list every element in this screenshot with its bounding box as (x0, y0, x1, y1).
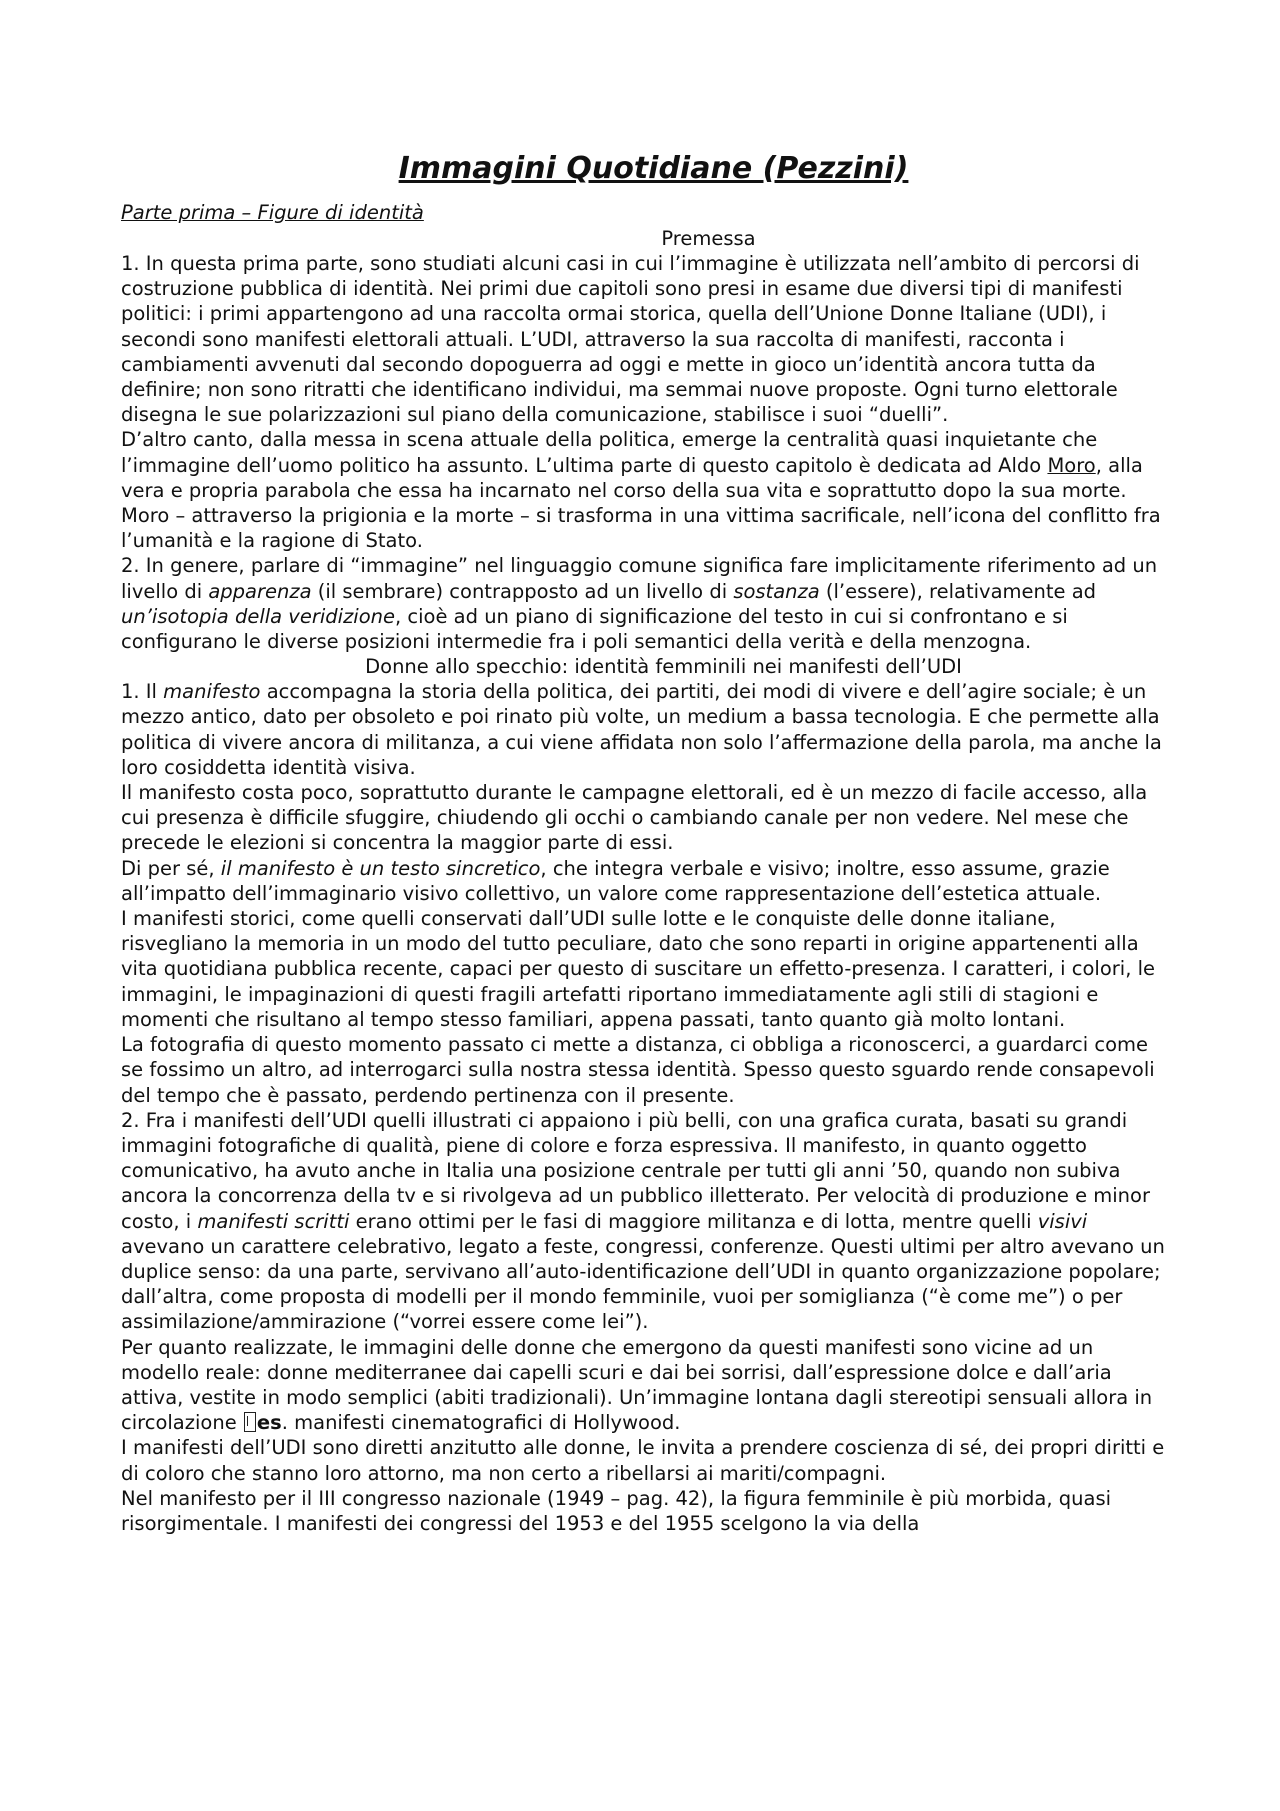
text-run: Per quanto realizzate, le immagini delle donne che emergono da questi manifesti sono vicine ad un modello reale: donne mediterranee dai capelli scuri e dai bei sorrisi, dall’espressione dolce e dall’aria attiva, vestite in modo semplici (abiti tradizionali). Un’immagine lontana dagli stereotipi sensuali allora in circolazione (121, 1335, 1153, 1435)
premessa-paragraph-3 (121, 553, 1166, 654)
donne-paragraph-2: Il manifesto costa poco, soprattutto durante le campagne elettorali, ed è un mezzo di facile accesso, alla cui presenza è difficile sfuggire, chiudendo gli occhi o cambiando canale per non vedere. Nel mese che precede le elezioni si concentra la maggior parte di essi. (121, 781, 1148, 855)
text-run: , cioè ad un piano di significazione del testo in cui si confrontano e si configurano le diverse posizioni intermedie fra i poli semantici della verità e della menzogna. (121, 604, 1068, 654)
part-heading (121, 200, 1166, 226)
text-run: , alla vera e propria parabola che essa ha incarnato nel corso della sua vita e soprattutto dopo la sua morte. Moro – attraverso la prigionia e la morte – si trasforma in una vittima sacrificale, nell’icona del conflitto fra l’umanità e la ragione di Stato. (121, 453, 1161, 553)
italic-manifesti-scritti: manifesti scritti (197, 1209, 350, 1233)
document-body (121, 150, 1166, 1536)
text-run: , che integra verbale e visivo; inoltre, esso assume, grazie all’impatto dell’immaginario visivo collettivo, un valore come rappresentazione dell’estetica attuale. (121, 856, 1110, 905)
italic-isotopia: un’isotopia della veridizione (121, 604, 396, 628)
donne-paragraph-1 (121, 679, 1166, 780)
italic-apparenza: apparenza (208, 579, 312, 603)
moro-underlined: Moro (1047, 453, 1096, 477)
donne-paragraph-6 (121, 1108, 1166, 1335)
text-run: 2. In genere, parlare di “immagine” nel linguaggio comune significa fare implicitamente riferimento ad un livello di (121, 554, 1158, 603)
donne-paragraph-8: I manifesti dell’UDI sono diretti anzitutto alle donne, le invita a prendere coscienza di sé, dei propri diritti e di coloro che stanno loro attorno, ma non certo a ribellarsi ai mariti/compagni. (121, 1436, 1165, 1485)
text-run: 2. Fra i manifesti dell’UDI quelli illustrati ci appaiono i più belli, con una grafica curata, basati su grandi immagini fotografiche di qualità, piene di colore e forza espressiva. Il manifesto, in quanto oggetto comunicativo, ha avuto anche in Italia una posizione centrale per tutti gli anni ’50, quando non subiva ancora la concorrenza della tv e si rivolgeva ad un pubblico illetterato. Per velocità di produzione e minor costo, i (121, 1108, 1150, 1233)
donne-paragraph-3 (121, 856, 1166, 906)
italic-visivi: visivi (1037, 1209, 1088, 1233)
donne-paragraph-5: La fotografia di questo momento passato ci mette a distanza, ci obbliga a riconoscerci, a guardarci come se fossimo un altro, ad interrogarci sulla nostra stessa identità. Spesso questo sguardo rende consapevoli del tempo che è passato, perdendo pertinenza con il presente. (121, 1033, 1155, 1107)
text-run: . manifesti cinematografici di Hollywood. (281, 1411, 681, 1435)
text-run: D’altro canto, dalla messa in scena attuale della politica, emerge la centralità quasi inquietante che l’immagine dell’uomo politico ha assunto. L’ultima parte di questo capitolo è dedicata ad Aldo (121, 428, 1098, 477)
text-run: (il sembrare) contrapposto ad un livello di (311, 579, 734, 603)
italic-sincretico: il manifesto è un testo sincretico (220, 856, 541, 880)
donne-heading: Donne allo specchio: identità femminili nei manifesti dell’UDI (365, 655, 962, 679)
premessa-heading: Premessa (661, 227, 756, 250)
premessa-paragraph-2 (121, 427, 1166, 553)
premessa-paragraph-1: 1. In questa prima parte, sono studiati alcuni casi in cui l’immagine è utilizzata nell’ambito di percorsi di costruzione pubblica di identità. Nei primi due capitoli sono presi in esame due diversi tipi di manifesti politici: i primi appartengono ad una raccolta ormai storica, quella dell’Unione Donne Italiane (UDI), i secondi sono manifesti elettorali attuali. L’UDI, attraverso la sua raccolta di manifesti, racconta i cambiamenti avvenuti dal secondo dopoguerra ad oggi e mette in gioco un’identità ancora tutta da definire; non sono ritratti che identificano individui, ma semmai nuove proposte. Ogni turno elettorale disegna le sue polarizzazioni sul piano della comunicazione, stabilisce i suoi “duelli”. (121, 252, 1140, 427)
missing-glyph-icon (244, 1412, 256, 1432)
part-heading-text: Parte prima – Figure di identità (121, 201, 424, 224)
document-title: Immagini Quotidiane (Pezzini) (398, 151, 909, 186)
text-run: avevano un carattere celebrativo, legato a feste, congressi, conferenze. Questi ultimi per altro avevano un duplice senso: da una parte, servivano all’auto-identificazione dell’UDI in quanto organizzazione popolare; dall’altra, come proposta di modelli per il mondo femminile, vuoi per somiglianza (“è come me”) o per assimilazione/ammirazione (“vorrei essere come lei”). (121, 1234, 1165, 1334)
text-run: 1. Il (121, 680, 164, 704)
bold-es: es (256, 1411, 282, 1435)
text-run: accompagna la storia della politica, dei partiti, dei modi di vivere e dell’agire sociale; è un mezzo antico, dato per obsoleto e poi rinato più volte, un medium a bassa tecnologia. E che permette alla politica di vivere ancora di militanza, a cui viene affidata non solo l’affermazione della parola, ma anche la loro cosiddetta identità visiva. (121, 680, 1162, 779)
donne-paragraph-7 (121, 1335, 1166, 1436)
text-run: (l’essere), relativamente ad (819, 579, 1097, 603)
italic-manifesto: manifesto (163, 680, 261, 704)
text-run: Di per sé, (121, 856, 221, 880)
donne-paragraph-9: Nel manifesto per il III congresso nazionale (1949 – pag. 42), la figura femminile è più morbida, quasi risorgimentale. I manifesti dei congressi del 1953 e del 1955 scelgono la via della (121, 1486, 1112, 1535)
italic-sostanza: sostanza (733, 579, 820, 603)
text-run: erano ottimi per le fasi di maggiore militanza e di lotta, mentre quelli (349, 1209, 1038, 1233)
donne-paragraph-4: I manifesti storici, come quelli conservati dall’UDI sulle lotte e le conquiste delle donne italiane, risvegliano la memoria in un modo del tutto peculiare, dato che sono reparti in origine appartenenti alla vita quotidiana pubblica recente, capaci per questo di suscitare un effetto-presenza. I caratteri, i colori, le immagini, le impaginazioni di questi fragili artefatti riportano immediatamente agli stili di stagioni e momenti che risultano al tempo stesso familiari, appena passati, tanto quanto già molto lontani. (121, 907, 1156, 1031)
